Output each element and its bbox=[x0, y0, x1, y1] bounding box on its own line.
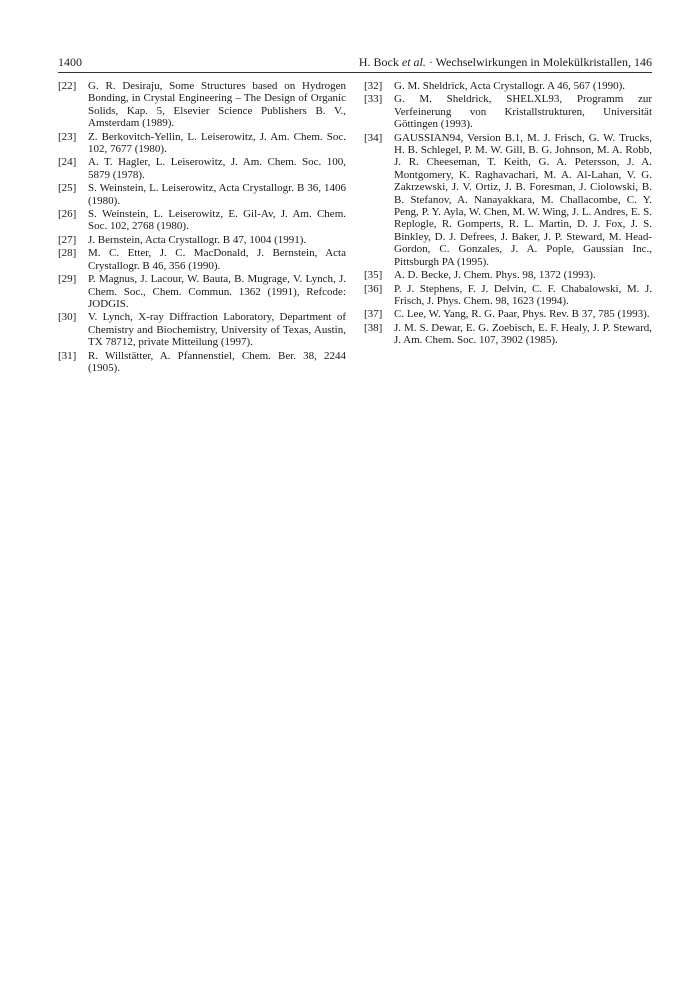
reference-number: [35] bbox=[364, 269, 383, 282]
reference-number: [30] bbox=[58, 311, 77, 324]
reference-entry bbox=[58, 273, 346, 310]
reference-entry bbox=[58, 208, 346, 233]
running-title-text: · Wechselwirkungen in Molekülkristallen, 146 bbox=[425, 55, 652, 69]
reference-entry bbox=[58, 80, 346, 130]
reference-text: R. Willstätter, A. Pfannenstiel, Chem. Ber. 38, 2244 (1905). bbox=[88, 349, 346, 374]
running-title-et-al: et al. bbox=[401, 55, 426, 69]
header-rule bbox=[58, 72, 652, 73]
reference-entry bbox=[364, 283, 652, 308]
reference-text: C. Lee, W. Yang, R. G. Paar, Phys. Rev. B 37, 785 (1993). bbox=[394, 308, 650, 321]
reference-number: [38] bbox=[364, 321, 383, 334]
reference-number: [24] bbox=[58, 156, 77, 169]
reference-text: J. M. S. Dewar, E. G. Zoebisch, E. F. Healy, J. P. Steward, J. Am. Chem. Soc. 107, 3902 (1985). bbox=[394, 321, 652, 347]
reference-number: [31] bbox=[58, 349, 77, 362]
reference-text: G. M. Sheldrick, Acta Crystallogr. A 46, 567 (1990). bbox=[394, 80, 625, 92]
reference-entry bbox=[364, 132, 652, 268]
reference-entry bbox=[58, 234, 346, 246]
references-left-column bbox=[58, 80, 346, 375]
reference-entry bbox=[364, 80, 652, 92]
reference-entry bbox=[58, 311, 346, 348]
reference-number: [34] bbox=[364, 131, 383, 144]
reference-entry bbox=[58, 156, 346, 181]
reference-entry bbox=[364, 93, 652, 130]
reference-text: S. Weinstein, L. Leiserowitz, Acta Crystallogr. B 36, 1406 (1980). bbox=[88, 182, 346, 207]
reference-number: [29] bbox=[58, 273, 77, 286]
reference-text: Z. Berkovitch-Yellin, L. Leiserowitz, J. Am. Chem. Soc. 102, 7677 (1980). bbox=[88, 130, 346, 156]
reference-text: M. C. Etter, J. C. MacDonald, J. Bernstein, Acta Crystallogr. B 46, 356 (1990). bbox=[88, 247, 346, 272]
reference-entry bbox=[58, 182, 346, 207]
running-title bbox=[359, 55, 652, 69]
reference-entry bbox=[364, 322, 652, 347]
reference-number: [32] bbox=[364, 80, 383, 92]
reference-number: [36] bbox=[364, 282, 383, 295]
reference-number: [22] bbox=[58, 80, 77, 92]
reference-number: [27] bbox=[58, 233, 77, 246]
reference-entry bbox=[58, 350, 346, 375]
page-number: 1400 bbox=[58, 55, 82, 69]
reference-entry bbox=[364, 269, 652, 281]
reference-text: A. D. Becke, J. Chem. Phys. 98, 1372 (1993). bbox=[394, 269, 596, 282]
reference-number: [37] bbox=[364, 308, 383, 321]
reference-text: P. Magnus, J. Lacour, W. Bauta, B. Mugrage, V. Lynch, J. Chem. Soc., Chem. Commun. 1362 (1991), Refcode: JODGIS. bbox=[88, 273, 346, 310]
reference-number: [23] bbox=[58, 130, 77, 143]
reference-entry bbox=[58, 131, 346, 156]
reference-text: V. Lynch, X-ray Diffraction Laboratory, Department of Chemistry and Biochemistry, University of Texas, Austin, TX 78712, private Mitteilung (1997). bbox=[88, 311, 346, 349]
reference-text: S. Weinstein, L. Leiserowitz, E. Gil-Av, J. Am. Chem. Soc. 102, 2768 (1980). bbox=[88, 208, 346, 233]
references-right-column bbox=[364, 80, 652, 348]
reference-text: G. R. Desiraju, Some Structures based on Hydrogen Bonding, in Crystal Engineering – The Design of Organic Solids, Kap. 5, Elsevier Science Publishers B. V., Amsterdam (1989). bbox=[88, 80, 346, 130]
reference-entry bbox=[364, 308, 652, 320]
reference-text: A. T. Hagler, L. Leiserowitz, J. Am. Chem. Soc. 100, 5879 (1978). bbox=[88, 156, 346, 181]
reference-text: P. J. Stephens, F. J. Delvin, C. F. Chabalowski, M. J. Frisch, J. Phys. Chem. 98, 1623 (1994). bbox=[394, 282, 652, 307]
reference-number: [26] bbox=[58, 208, 77, 221]
reference-entry bbox=[58, 247, 346, 272]
reference-text: J. Bernstein, Acta Crystallogr. B 47, 1004 (1991). bbox=[88, 233, 307, 246]
running-title-authors: H. Bock bbox=[358, 55, 402, 69]
reference-text: G. M. Sheldrick, SHELXL93, Programm zur Verfeinerung von Kristallstrukturen, Universität Göttingen (1993). bbox=[394, 93, 652, 131]
reference-text: GAUSSIAN94, Version B.1, M. J. Frisch, G. W. Trucks, H. B. Schlegel, P. M. W. Gill, B. G. Johnson, M. A. Robb, J. R. Cheeseman, T. Keith, G. A. Petersson, J. A. Montgomery, K. Raghavachari, M. A. Al-Lahan, V. G. Zakrzewski, J. V. Ortiz, J. B. Foresman, J. Ciolowski, B. B. Stefanov, A. Nanayakkara, M. Challacombe, C. Y. Peng, P. Y. Ayla, W. Chen, M. W. Wing, J. L. Andres, E. S. Replogle, R. Gomperts, R. L. Martin, D. J. Fox, J. S. Binkley, D. J. Defrees, J. Baker, J. P. Steward, M. Head-Gordon, C. Gonzales, J. A. Pople, Gaussian Inc., Pittsburgh PA (1995). bbox=[394, 131, 652, 268]
reference-number: [25] bbox=[58, 182, 77, 195]
reference-number: [28] bbox=[58, 247, 77, 260]
reference-number: [33] bbox=[364, 93, 383, 106]
